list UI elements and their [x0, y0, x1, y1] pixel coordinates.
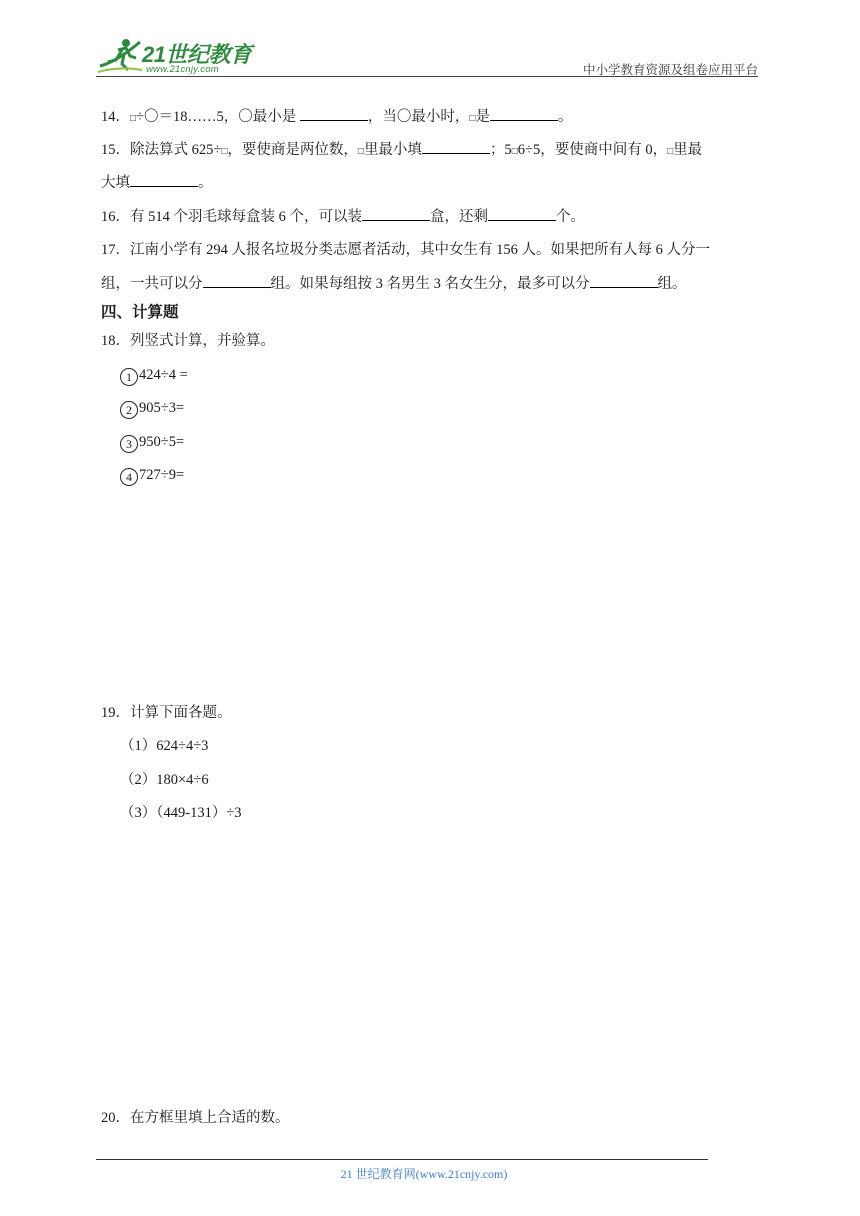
question-text: 除法算式 625÷ [130, 142, 222, 158]
circled-number: 3 [120, 435, 138, 453]
question-15-cont [101, 172, 213, 193]
question-15 [101, 139, 702, 162]
logo [96, 34, 266, 78]
question-text: 里最小填 [363, 142, 422, 158]
runner-logo-icon [96, 36, 146, 76]
question-text: ；5 [489, 142, 512, 158]
square-symbol: □ [357, 146, 364, 157]
calc-item [120, 432, 184, 453]
circled-number: 4 [120, 468, 138, 486]
calc-item [120, 398, 184, 419]
question-text: 有 514 个羽毛球每盒装 6 个，可以装 [130, 209, 362, 225]
question-text: 组，一共可以分 [101, 276, 203, 292]
circled-number: 1 [120, 368, 138, 386]
answer-blank[interactable] [488, 206, 556, 221]
page-header [96, 34, 758, 78]
square-symbol: □ [667, 146, 674, 157]
question-text: ，要使商是两位数， [227, 142, 358, 158]
question-text: 。 [198, 175, 213, 191]
question-text: 大填 [101, 175, 130, 191]
question-text: ，当〇最小时， [367, 109, 470, 125]
answer-blank[interactable] [422, 139, 490, 154]
question-text: ÷〇＝18……5，〇最小是 [136, 109, 300, 125]
question-text: 里最 [673, 142, 703, 158]
answer-blank[interactable] [130, 172, 198, 187]
question-18-title: 18．列竖式计算，并验算。 [101, 333, 275, 349]
question-20-title: 20．在方框里填上合适的数。 [101, 1110, 290, 1126]
page-footer [0, 1165, 860, 1182]
calc-expression: 424÷4 = [139, 367, 188, 383]
answer-blank[interactable] [362, 206, 430, 221]
question-14 [101, 106, 572, 129]
calc-expression: 905÷3= [139, 400, 185, 416]
calc-item: （2）180×4÷6 [120, 772, 209, 788]
question-text: 组。如果每组按 3 名男生 3 名女生分，最多可以分 [270, 276, 590, 292]
header-title: 中小学教育资源及组卷应用平台 [582, 62, 758, 77]
question-text: 江南小学有 294 人报名垃圾分类志愿者活动，其中女生有 156 人。如果把所有人每 6 人分一 [130, 242, 710, 258]
calc-item: （1）624÷4÷3 [120, 738, 209, 754]
question-number: 17． [101, 242, 130, 258]
question-text: 组。 [657, 276, 687, 292]
calc-expression: 950÷5= [139, 434, 185, 450]
question-17-cont [101, 273, 687, 294]
question-number: 16． [101, 209, 130, 225]
question-17 [101, 240, 710, 260]
square-symbol: □ [130, 113, 137, 124]
answer-blank[interactable] [300, 106, 368, 121]
question-text: 。 [557, 109, 573, 125]
logo-url: www.21cnjy.com [146, 64, 219, 75]
question-number: 14． [101, 109, 130, 125]
answer-blank[interactable] [590, 273, 658, 288]
calc-item: （3）（449-131）÷3 [120, 805, 242, 821]
calc-expression: 727÷9= [139, 467, 185, 483]
answer-blank[interactable] [490, 106, 558, 121]
section-heading: 四、计算题 [101, 303, 179, 321]
question-text: 是 [475, 109, 490, 125]
footer-divider [96, 1159, 708, 1160]
square-symbol: □ [221, 146, 228, 157]
square-symbol: □ [469, 113, 476, 124]
header-divider [96, 76, 758, 77]
question-number: 15． [101, 142, 130, 158]
answer-blank[interactable] [203, 273, 271, 288]
question-text: 盒，还剩 [430, 209, 488, 225]
question-16 [101, 206, 585, 227]
calc-item [120, 465, 184, 486]
logo-text: 21世纪教育 [142, 42, 252, 67]
calc-item [120, 365, 188, 386]
question-text: 6÷5，要使商中间有 0， [517, 142, 668, 158]
question-text: 个。 [556, 209, 585, 225]
question-19-title: 19．计算下面各题。 [101, 705, 232, 721]
footer-link[interactable]: 21 世纪教育网(www.21cnjy.com) [340, 1167, 508, 1181]
circled-number: 2 [120, 401, 138, 419]
square-symbol: □ [511, 146, 518, 157]
